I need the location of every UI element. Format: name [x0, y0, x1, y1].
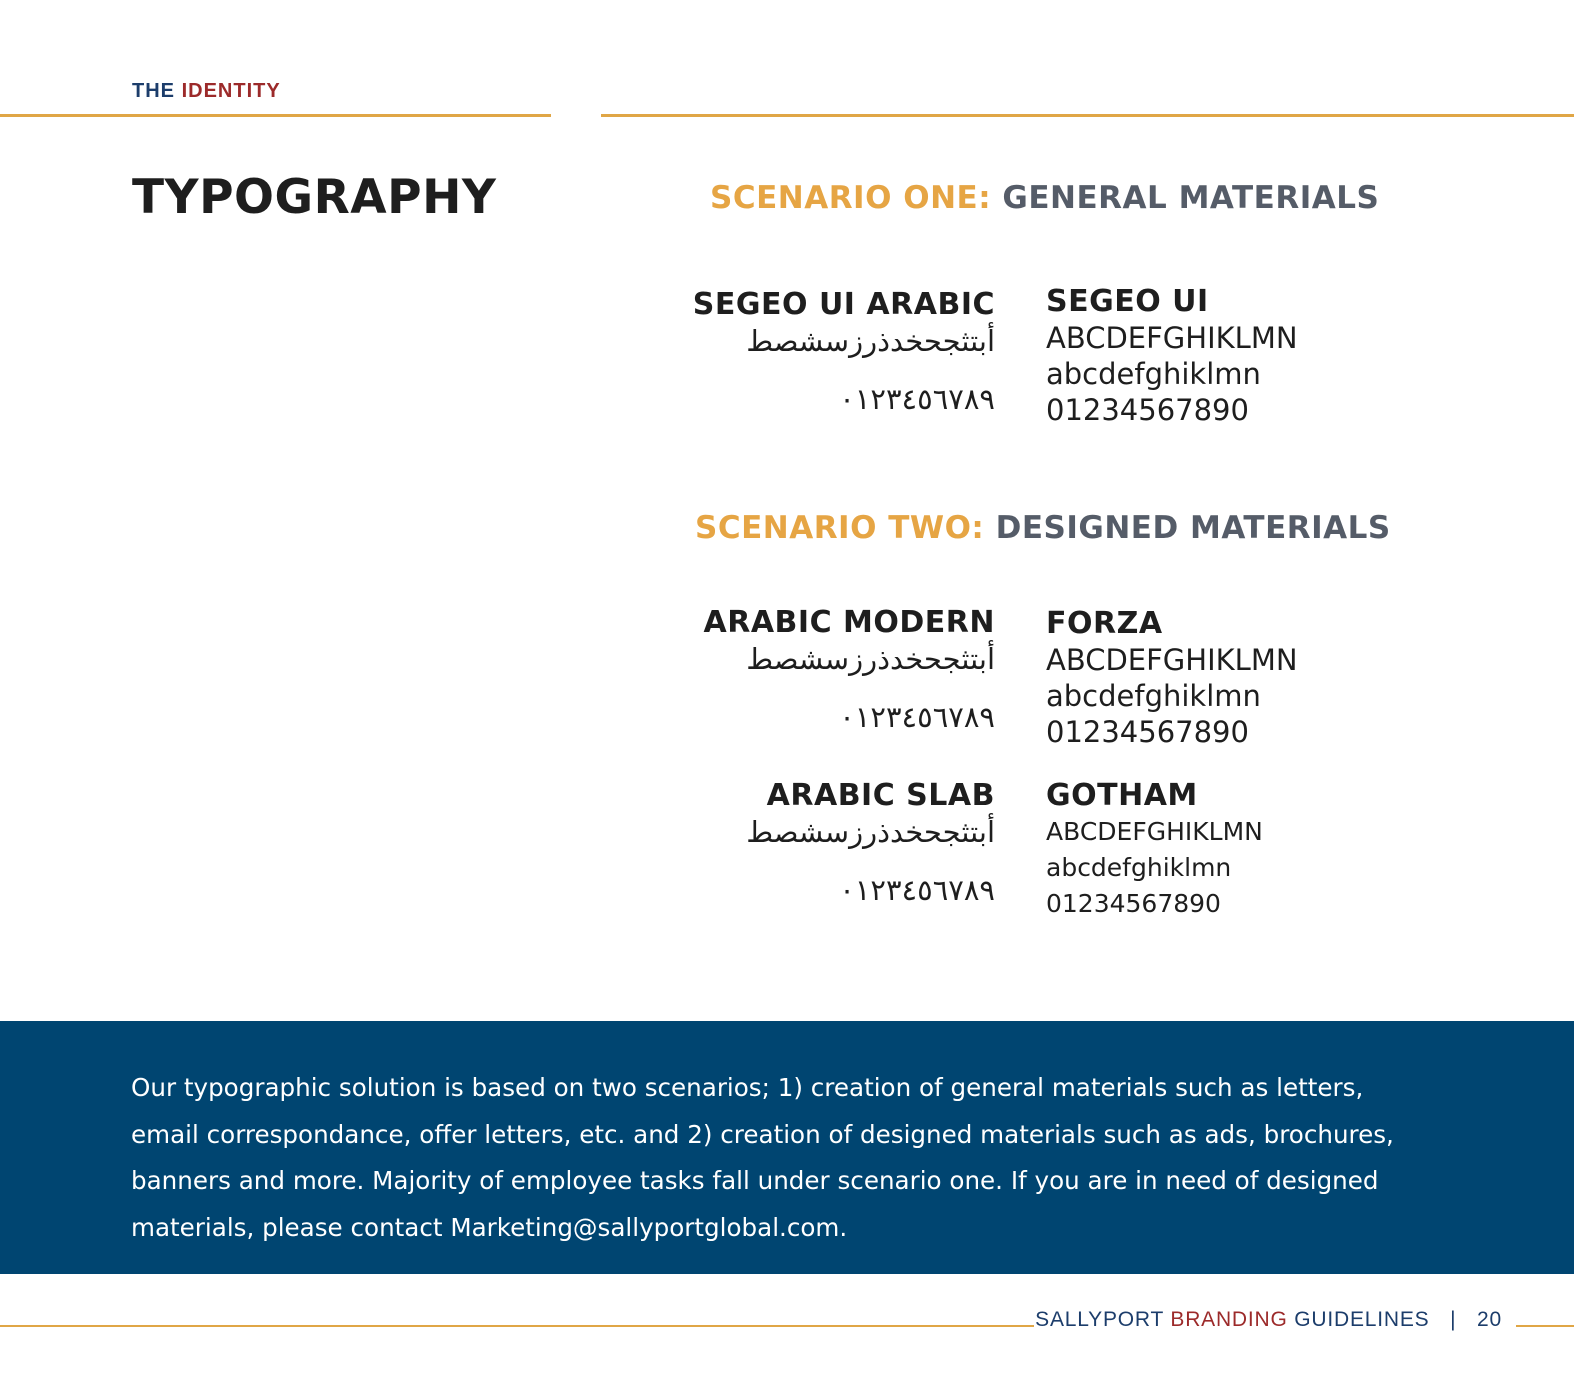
digits-sample: 01234567890 — [1046, 889, 1221, 918]
font-name: ARABIC SLAB — [766, 778, 995, 813]
arabic-letters-sample: أبتثجحخدذرزسشصط — [746, 324, 995, 358]
lowercase-sample: abcdefghiklmn — [1046, 679, 1261, 713]
footer — [1035, 1308, 1502, 1332]
font-name: FORZA — [1046, 606, 1163, 641]
digits-sample: 01234567890 — [1046, 715, 1249, 749]
scenario-one-tag: SCENARIO ONE: — [710, 180, 992, 216]
scenario-two-heading — [695, 510, 1391, 546]
forza-specimen — [1046, 606, 1298, 750]
gotham-specimen — [1046, 778, 1263, 922]
font-name: SEGEO UI — [1046, 284, 1209, 319]
scenario-two-tag: SCENARIO TWO: — [695, 510, 985, 546]
footer-separator: | — [1450, 1308, 1457, 1331]
digits-sample: 01234567890 — [1046, 393, 1249, 427]
lowercase-sample: abcdefghiklmn — [1046, 357, 1261, 391]
font-name: SEGEO UI ARABIC — [692, 287, 995, 322]
page-title: TYPOGRAPHY — [132, 170, 497, 225]
uppercase-sample: ABCDEFGHIKLMN — [1046, 643, 1298, 677]
footer-rule-left — [0, 1325, 1034, 1327]
uppercase-sample: ABCDEFGHIKLMN — [1046, 321, 1298, 355]
section-label-word2: IDENTITY — [181, 80, 281, 102]
uppercase-sample: ABCDEFGHIKLMN — [1046, 817, 1263, 846]
font-name: ARABIC MODERN — [703, 605, 995, 640]
arabic-numerals-sample: ٠١٢٣٤٥٦٧٨٩ — [839, 700, 995, 734]
arabic-modern-specimen — [704, 605, 996, 735]
footer-word2: BRANDING — [1170, 1308, 1288, 1331]
scenario-one-name: GENERAL MATERIALS — [1002, 180, 1380, 216]
page-number: 20 — [1477, 1308, 1502, 1331]
footer-rule-right — [1516, 1325, 1574, 1327]
header-rule-left — [0, 114, 551, 117]
footer-word3: GUIDELINES — [1294, 1308, 1430, 1331]
info-banner — [0, 1021, 1574, 1274]
section-label-word1: THE — [132, 80, 175, 102]
lowercase-sample: abcdefghiklmn — [1046, 853, 1232, 882]
banner-text: Our typographic solution is based on two scenarios; 1) creation of general materials such as letters, email correspondance, offer letters, etc. and 2) creation of designed materials such as ads, brochures, banners and more. Majority of employee tasks fall under scenario one. If you are in need of designed materials, please contact Marketing@sallyportglobal.com. — [131, 1073, 1394, 1242]
scenario-two-name: DESIGNED MATERIALS — [995, 510, 1391, 546]
header-rule-right — [601, 114, 1574, 117]
arabic-numerals-sample: ٠١٢٣٤٥٦٧٨٩ — [839, 873, 995, 907]
scenario-one-heading — [710, 180, 1379, 216]
footer-word1: SALLYPORT — [1035, 1308, 1164, 1331]
arabic-numerals-sample: ٠١٢٣٤٥٦٧٨٩ — [839, 382, 995, 416]
font-name: GOTHAM — [1046, 778, 1198, 813]
arabic-letters-sample: أبتثجحخدذرزسشصط — [746, 815, 995, 849]
section-label — [132, 80, 281, 103]
arabic-slab-specimen — [746, 778, 995, 908]
arabic-letters-sample: أبتثجحخدذرزسشصط — [746, 642, 995, 676]
segoe-ui-specimen — [1046, 284, 1298, 428]
segoe-ui-arabic-specimen — [693, 287, 995, 417]
